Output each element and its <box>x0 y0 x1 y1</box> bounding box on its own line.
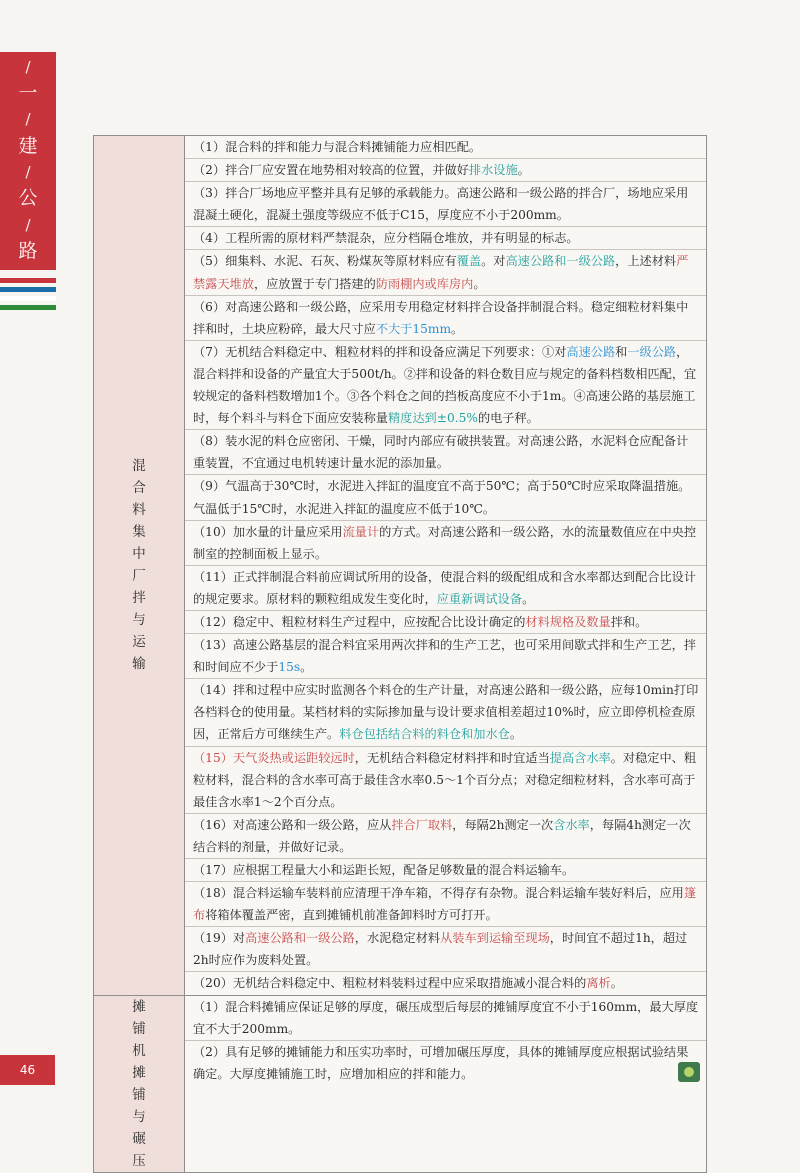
stripe <box>0 305 56 310</box>
highlighted-text: 高速公路 <box>566 344 616 359</box>
highlighted-text: 高速公路和一级公路 <box>245 931 355 946</box>
item-text: （20）无机结合料稳定中、粗粒材料装料过程中应采取措施减小混合料的 <box>193 976 587 991</box>
list-item <box>185 521 706 566</box>
list-item <box>185 475 706 520</box>
item-text: 。 <box>451 321 464 336</box>
item-text: ，上述材料 <box>615 254 677 269</box>
list-item <box>185 341 706 430</box>
items-cell <box>185 995 707 1172</box>
item-text: （11）正式拌制混合料前应调试所用的设备，使混合料的级配组成和含水率都达到配合比设计的规定要求。原材料的颗粒组成发生变化时， <box>193 569 697 606</box>
stripe <box>0 278 56 283</box>
list-item <box>185 634 706 679</box>
item-text: ，时间宜不超过1h，超过2h时应作为废料处置。 <box>193 931 688 968</box>
stripe <box>0 287 56 292</box>
item-text: （14）拌和过程中应实时监测各个料仓的生产计量，对高速公路和一级公路，应每10min打印各档料仓的使用量。某档材料的实际掺加量与设计要求值相差超过10%时，应立即停机检查原因，正常后方可继续生产。 <box>193 683 699 742</box>
side-tab-char: 建 <box>18 134 38 157</box>
item-text: （4）工程所需的原材料严禁混杂，应分档隔仓堆放，并有明显的标志。 <box>193 231 579 246</box>
highlighted-text: 防雨棚内或库房内 <box>375 276 474 291</box>
list-item <box>185 182 706 227</box>
highlighted-text: 一级公路 <box>627 344 677 359</box>
highlighted-text: 精度达到±0.5% <box>388 411 478 426</box>
chapter-side-tab <box>0 52 56 270</box>
item-text: 。对 <box>481 254 506 269</box>
content-table <box>93 135 707 1173</box>
list-item <box>185 882 706 927</box>
side-tab-char: 一 <box>18 81 38 104</box>
corner-logo-icon <box>678 1062 700 1082</box>
highlighted-text: 篷布 <box>193 886 697 923</box>
highlighted-text: 料仓包括结合料的料仓和加水仓 <box>339 727 510 742</box>
item-text: ，每隔4h测定一次结合料的剂量，并做好记录。 <box>193 817 691 854</box>
separator-slash: / <box>25 110 31 129</box>
item-text: （9）气温高于30℃时，水泥进入拌缸的温度宜不高于50℃；高于50℃时应采取降温措施。气温低于15℃时，水泥进入拌缸的温度应不低于10℃。 <box>193 479 691 516</box>
separator-slash: / <box>25 57 31 76</box>
item-text: 。 <box>522 591 535 606</box>
highlighted-text: 提高含水率 <box>549 750 611 765</box>
list-item <box>185 430 706 475</box>
item-text: 。 <box>509 727 523 742</box>
item-text: （16）对高速公路和一级公路，应从 <box>193 817 392 832</box>
item-text: 的方式。对高速公路和一级公路，水的流量数值应在中央控制室的控制面板上显示。 <box>193 524 697 561</box>
item-text: 。 <box>517 163 530 178</box>
highlighted-text: 离析 <box>586 976 611 991</box>
list-item <box>185 250 706 295</box>
list-item <box>185 996 706 1041</box>
category-cell <box>94 136 185 996</box>
side-tab-char: 路 <box>18 239 38 262</box>
highlighted-text: 15s <box>278 660 301 675</box>
highlighted-text: 材料规格及数量 <box>525 614 611 629</box>
items-cell <box>185 136 707 996</box>
highlighted-text: 严禁露天堆放 <box>193 254 689 291</box>
category-label: 混合料集中厂拌与运输 <box>132 458 146 673</box>
section-row <box>94 136 707 996</box>
item-text: （5）细集料、水泥、石灰、粉煤灰等原材料应有 <box>193 254 457 269</box>
item-text: ，混合料拌和设备的产量宜大于500t/h。②拌和设备的料仓数目应与规定的备料档数相匹配，宜较规定的备料档数增加1个。③各个料仓之间的挡板高度应不小于1m。④高速公路的基层施工时，每个料斗与料仓下面应安装称量 <box>193 344 697 426</box>
section-row <box>94 995 707 1172</box>
item-text: 和 <box>615 344 628 359</box>
item-text: 的电子秤。 <box>477 411 539 426</box>
list-item <box>185 859 706 882</box>
item-text: （2）具有足够的摊铺能力和压实功率时，可增加碾压厚度，具体的摊铺厚度应根据试验结果确定。大厚度摊铺施工时，应增加相应的拌和能力。 <box>193 1044 689 1081</box>
list-item <box>185 814 706 859</box>
item-text: 。 <box>473 276 486 291</box>
highlighted-text: 从装车到运输至现场 <box>440 931 550 946</box>
item-text: （6）对高速公路和一级公路，应采用专用稳定材料拌合设备拌制混合料。稳定细粒材料集中拌和时，土块应粉碎，最大尺寸应 <box>193 299 689 336</box>
highlighted-text: 应重新调试设备 <box>436 591 523 606</box>
page-number: 46 <box>0 1055 55 1085</box>
item-text: ，每隔2h测定一次 <box>452 817 554 832</box>
item-text: （2）拌合厂应安置在地势相对较高的位置，并做好 <box>193 163 469 178</box>
item-text: 。对稳定中、粗粒材料，混合料的含水率可高于最佳含水率0.5～1个百分点；对稳定细粒材料，含水率可高于最佳含水率1～2个百分点。 <box>193 750 697 809</box>
highlighted-text: 不大于15mm <box>375 321 451 336</box>
list-item <box>185 611 706 634</box>
separator-slash: / <box>25 163 31 181</box>
list-item <box>185 227 706 250</box>
list-item <box>185 136 706 159</box>
item-text: ，无机结合料稳定材料拌和时宜适当 <box>354 750 550 765</box>
item-text: （10）加水量的计量应采用 <box>193 524 343 539</box>
list-item <box>185 679 706 746</box>
highlighted-text: 覆盖 <box>456 254 482 269</box>
separator-slash: / <box>25 215 31 234</box>
category-label: 摊铺机摊铺与碾压 <box>132 998 146 1169</box>
item-text: （19）对 <box>193 931 246 946</box>
item-text: 将箱体覆盖严密，直到摊铺机前准备卸料时方可打开。 <box>205 908 498 923</box>
item-text: （12）稳定中、粗粒材料生产过程中，应按配合比设计确定的 <box>193 614 526 629</box>
highlighted-text: 拌合厂取料 <box>391 817 453 832</box>
list-item <box>185 159 706 182</box>
side-tab-char: 公 <box>18 187 38 210</box>
item-text: （17）应根据工程量大小和运距长短，配备足够数量的混合料运输车。 <box>193 863 575 877</box>
list-item <box>185 972 706 994</box>
item-text: （18）混合料运输车装料前应清理干净车箱，不得存有杂物。混合料运输车装好料后，应用 <box>193 886 684 901</box>
item-text: （3）拌合厂场地应平整并具有足够的承载能力。高速公路和一级公路的拌合厂，场地应采用混凝土硬化，混凝土强度等级应不低于C15，厚度应不小于200mm。 <box>193 186 689 223</box>
item-text: （1）混合料的拌和能力与混合料摊铺能力应相匹配。 <box>193 140 482 154</box>
item-text: 。 <box>610 976 623 991</box>
highlighted-text: （15）天气炎热或运距较远时 <box>193 750 355 765</box>
highlighted-text: 排水设施 <box>468 163 518 178</box>
list-item <box>185 566 706 611</box>
item-text: ，水泥稳定材料 <box>354 931 441 946</box>
list-item <box>185 747 706 814</box>
highlighted-text: 高速公路和一级公路 <box>505 254 616 269</box>
category-cell <box>94 995 185 1172</box>
item-text: 。 <box>300 660 313 675</box>
item-text: （8）装水泥的料仓应密闭、干燥，同时内部应有破拱装置。对高速公路，水泥料仓应配备计重装置，不宜通过电机转速计量水泥的添加量。 <box>193 434 689 471</box>
list-item <box>185 927 706 972</box>
decorative-stripes <box>0 278 56 314</box>
item-text: （13）高速公路基层的混合料宜采用两次拌和的生产工艺，也可采用间歇式拌和生产工艺，拌和时间应不少于 <box>193 638 697 675</box>
highlighted-text: 流量计 <box>342 524 380 539</box>
highlighted-text: 含水率 <box>553 817 590 832</box>
item-text: （1）混合料摊铺应保证足够的厚度，碾压成型后每层的摊铺厚度宜不小于160mm，最大厚度宜不大于200mm。 <box>193 999 699 1036</box>
item-text: ，应放置于专门搭建的 <box>253 276 376 291</box>
item-text: 拌和。 <box>610 614 648 629</box>
list-item <box>185 1041 706 1085</box>
stripe <box>0 296 56 301</box>
item-text: （7）无机结合料稳定中、粗粒材料的拌和设备应满足下列要求：①对 <box>193 344 567 359</box>
list-item <box>185 296 706 341</box>
